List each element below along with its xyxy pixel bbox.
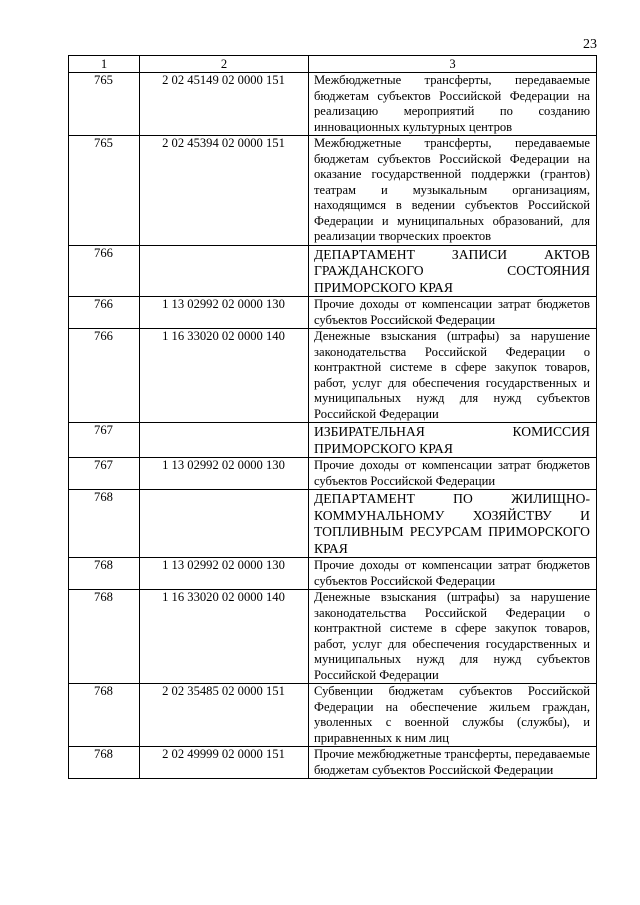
table-body bbox=[69, 56, 597, 779]
admin-code-cell: 768 bbox=[69, 747, 140, 779]
admin-code-cell: 766 bbox=[69, 329, 140, 423]
admin-code-cell: 768 bbox=[69, 684, 140, 747]
revenue-code-cell bbox=[140, 423, 309, 458]
department-name-cell: ИЗБИРАТЕЛЬНАЯ КОМИССИЯ ПРИМОРСКОГО КРАЯ bbox=[309, 423, 597, 458]
revenue-code-cell: 1 16 33020 02 0000 140 bbox=[140, 590, 309, 684]
table-row bbox=[69, 558, 597, 590]
table-row bbox=[69, 747, 597, 779]
revenue-code-cell: 2 02 45149 02 0000 151 bbox=[140, 73, 309, 136]
revenue-name-cell: Прочие межбюджетные трансферты, передаваемые бюджетам субъектов Российской Федерации bbox=[309, 747, 597, 779]
column-number-2: 2 bbox=[140, 56, 309, 73]
revenue-code-cell: 2 02 45394 02 0000 151 bbox=[140, 136, 309, 246]
table-row bbox=[69, 329, 597, 423]
table-row bbox=[69, 458, 597, 490]
revenue-name-cell: Межбюджетные трансферты, передаваемые бюджетам субъектов Российской Федерации на оказание государственной поддержки (грантов) театрам и музыкальным организациям, находящимся в ведении субъектов Российской Федерации и муниципальных образований, для реализации творческих проектов bbox=[309, 136, 597, 246]
revenue-code-cell: 2 02 49999 02 0000 151 bbox=[140, 747, 309, 779]
department-row bbox=[69, 245, 597, 297]
admin-code-cell: 768 bbox=[69, 558, 140, 590]
admin-code-cell: 767 bbox=[69, 423, 140, 458]
revenue-codes-table bbox=[68, 55, 597, 779]
department-name-cell: ДЕПАРТАМЕНТ ЗАПИСИ АКТОВ ГРАЖДАНСКОГО СОСТОЯНИЯ ПРИМОРСКОГО КРАЯ bbox=[309, 245, 597, 297]
admin-code-cell: 766 bbox=[69, 297, 140, 329]
column-number-row bbox=[69, 56, 597, 73]
column-number-3: 3 bbox=[309, 56, 597, 73]
department-name-cell: ДЕПАРТАМЕНТ ПО ЖИЛИЩНО-КОММУНАЛЬНОМУ ХОЗЯЙСТВУ И ТОПЛИВНЫМ РЕСУРСАМ ПРИМОРСКОГО КРАЯ bbox=[309, 490, 597, 558]
department-row bbox=[69, 490, 597, 558]
table-row bbox=[69, 73, 597, 136]
revenue-name-cell: Прочие доходы от компенсации затрат бюджетов субъектов Российской Федерации bbox=[309, 297, 597, 329]
table-row bbox=[69, 684, 597, 747]
revenue-code-cell: 2 02 35485 02 0000 151 bbox=[140, 684, 309, 747]
revenue-name-cell: Денежные взыскания (штрафы) за нарушение законодательства Российской Федерации о контрактной системе в сфере закупок товаров, работ, услуг для обеспечения государственных и муниципальных нужд для нужд субъектов Российской Федерации bbox=[309, 329, 597, 423]
revenue-name-cell: Прочие доходы от компенсации затрат бюджетов субъектов Российской Федерации bbox=[309, 458, 597, 490]
admin-code-cell: 767 bbox=[69, 458, 140, 490]
table-row bbox=[69, 590, 597, 684]
revenue-name-cell: Денежные взыскания (штрафы) за нарушение законодательства Российской Федерации о контрактной системе в сфере закупок товаров, работ, услуг для обеспечения государственных и муниципальных нужд для нужд субъектов Российской Федерации bbox=[309, 590, 597, 684]
revenue-name-cell: Прочие доходы от компенсации затрат бюджетов субъектов Российской Федерации bbox=[309, 558, 597, 590]
page-number: 23 bbox=[583, 37, 597, 52]
admin-code-cell: 765 bbox=[69, 73, 140, 136]
revenue-code-cell bbox=[140, 490, 309, 558]
table-row bbox=[69, 136, 597, 246]
revenue-code-cell: 1 13 02992 02 0000 130 bbox=[140, 458, 309, 490]
revenue-code-cell: 1 16 33020 02 0000 140 bbox=[140, 329, 309, 423]
revenue-name-cell: Субвенции бюджетам субъектов Российской Федерации на обеспечение жильем граждан, уволенных с военной службы (службы), и приравненных к ним лиц bbox=[309, 684, 597, 747]
admin-code-cell: 768 bbox=[69, 590, 140, 684]
admin-code-cell: 766 bbox=[69, 245, 140, 297]
admin-code-cell: 768 bbox=[69, 490, 140, 558]
revenue-code-cell: 1 13 02992 02 0000 130 bbox=[140, 558, 309, 590]
admin-code-cell: 765 bbox=[69, 136, 140, 246]
column-number-1: 1 bbox=[69, 56, 140, 73]
revenue-code-cell: 1 13 02992 02 0000 130 bbox=[140, 297, 309, 329]
revenue-name-cell: Межбюджетные трансферты, передаваемые бюджетам субъектов Российской Федерации на реализацию мероприятий по созданию инновационных культурных центров bbox=[309, 73, 597, 136]
department-row bbox=[69, 423, 597, 458]
revenue-code-cell bbox=[140, 245, 309, 297]
table-row bbox=[69, 297, 597, 329]
